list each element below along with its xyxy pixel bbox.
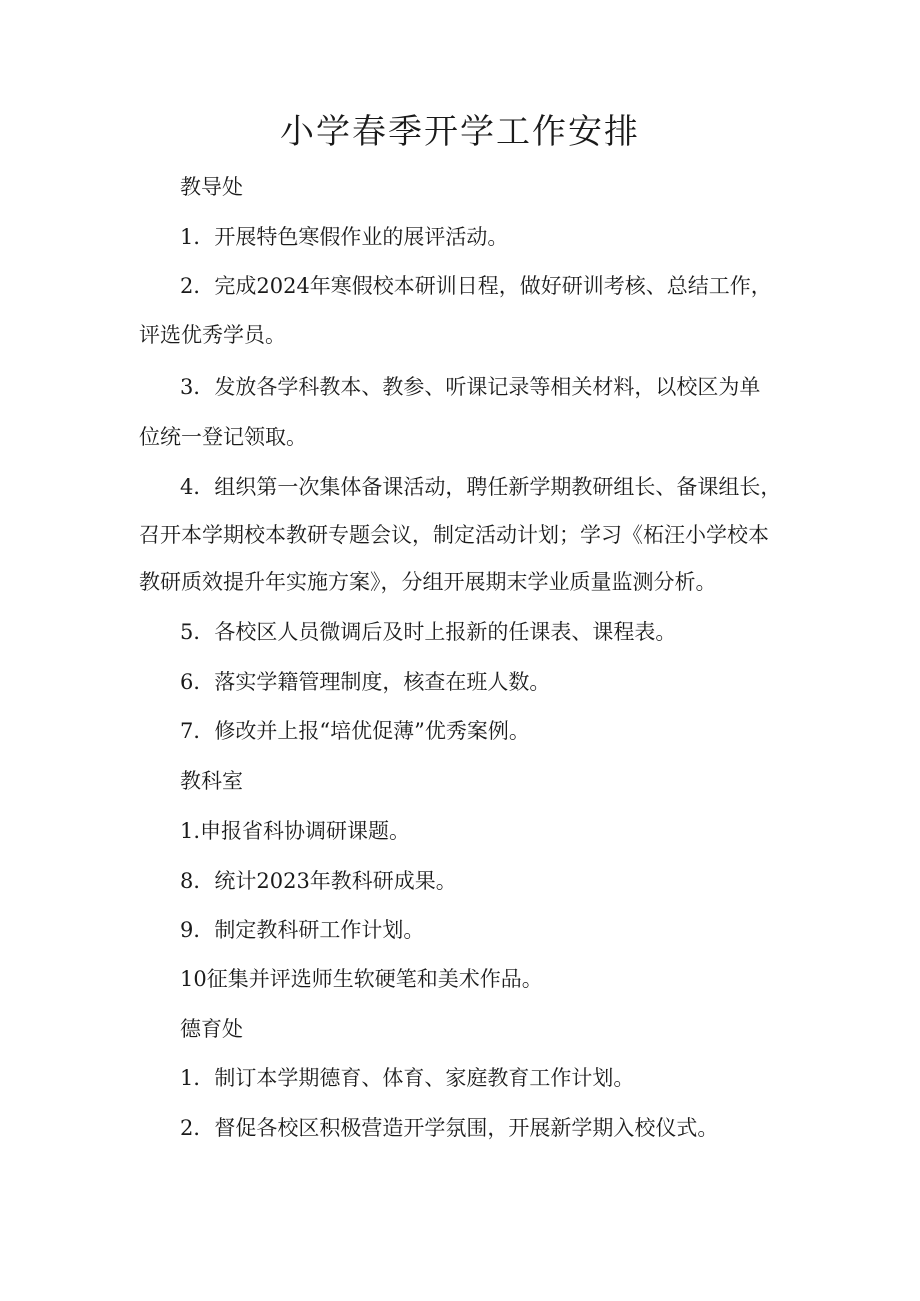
document-title: 小学春季开学工作安排 (280, 112, 640, 152)
paragraph-line: 1.申报省科协调研课题。 (180, 819, 411, 843)
paragraph-line: 6．落实学籍管理制度，核查在班人数。 (180, 670, 551, 694)
paragraph-line: 教研质效提升年实施方案》，分组开展期末学业质量监测分析。 (139, 570, 717, 594)
paragraph-line: 7．修改并上报“培优促薄”优秀案例。 (180, 719, 530, 743)
section-heading-deyuchu: 德育处 (180, 1017, 243, 1041)
paragraph-line: 召开本学期校本教研专题会议，制定活动计划；学习《柘汪小学校本 (139, 523, 769, 547)
paragraph-line: 2．督促各校区积极营造开学氛围，开展新学期入校仪式。 (180, 1116, 719, 1140)
paragraph-line: 位统一登记领取。 (139, 425, 307, 449)
section-heading-jiaodaochu: 教导处 (180, 175, 243, 199)
paragraph-line: 1．制订本学期德育、体育、家庭教育工作计划。 (180, 1066, 635, 1090)
paragraph-line: 1．开展特色寒假作业的展评活动。 (180, 225, 509, 249)
paragraph-line: 5．各校区人员微调后及时上报新的任课表、课程表。 (180, 620, 677, 644)
paragraph-line: 10征集并评选师生软硬笔和美术作品。 (180, 967, 543, 991)
paragraph-line: 8．统计2023年教科研成果。 (180, 869, 457, 893)
paragraph-line: 3．发放各学科教本、教参、听课记录等相关材料，以校区为单 (180, 375, 761, 399)
paragraph-line: 2．完成2024年寒假校本研训日程，做好研训考核、总结工作， (180, 274, 772, 298)
paragraph-line: 评选优秀学员。 (139, 323, 286, 347)
paragraph-line: 9．制定教科研工作计划。 (180, 918, 425, 942)
paragraph-line: 4．组织第一次集体备课活动，聘任新学期教研组长、备课组长， (180, 475, 782, 499)
section-heading-jiaokeshi: 教科室 (180, 769, 243, 793)
